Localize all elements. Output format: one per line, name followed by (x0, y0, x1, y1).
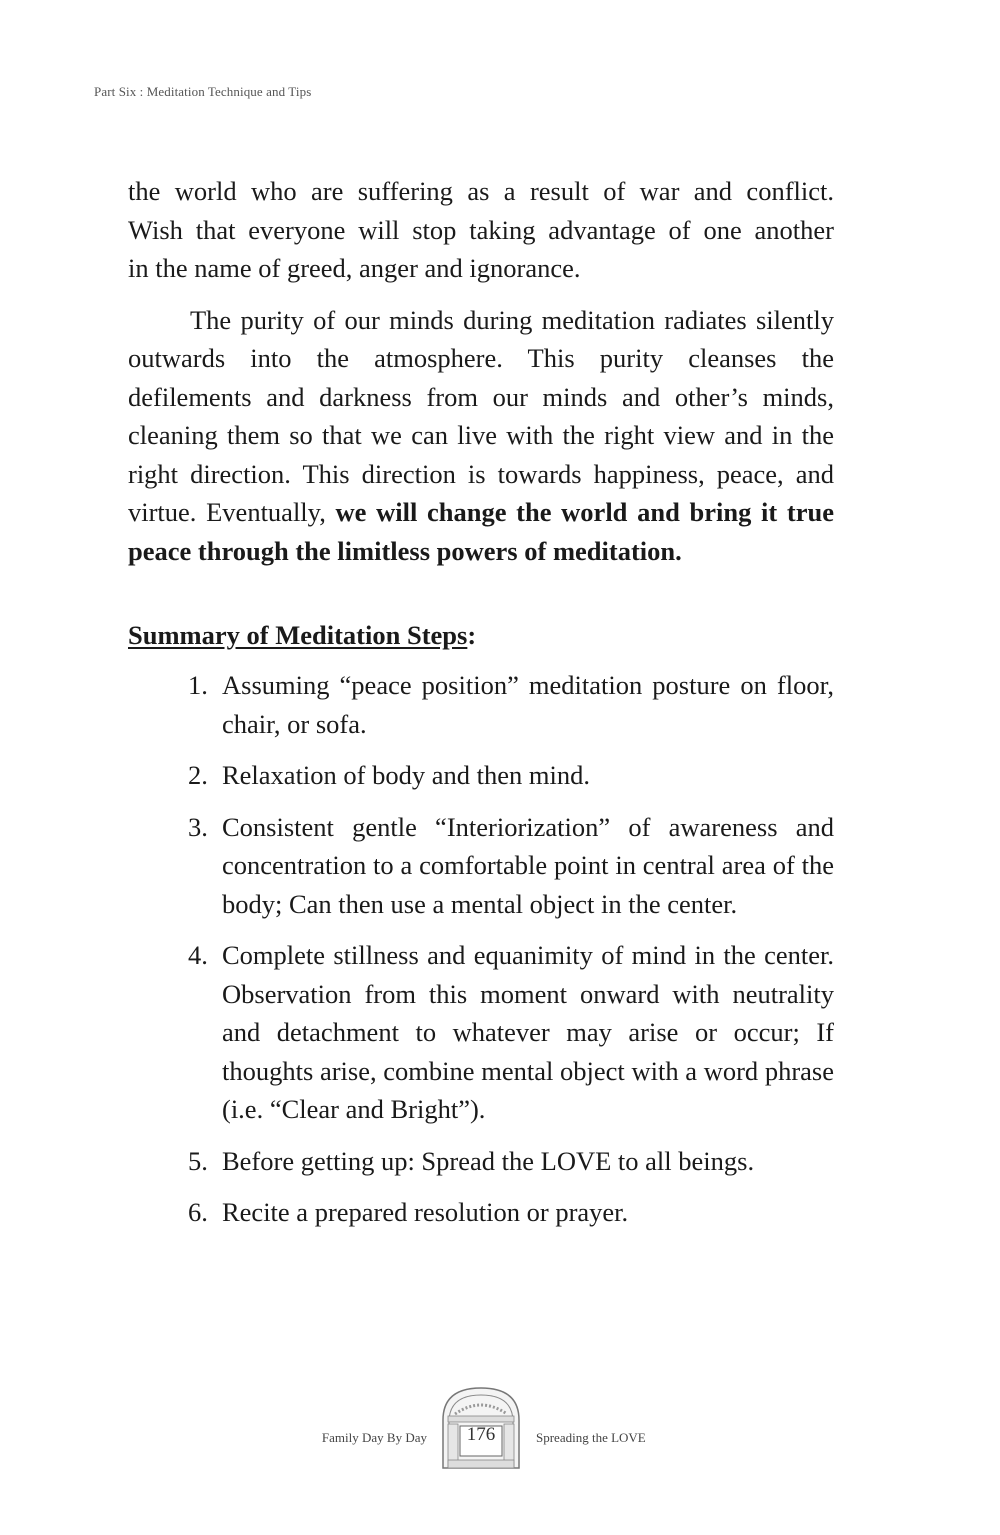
page-number: 176 (466, 1424, 496, 1445)
step-number: 6. (188, 1197, 208, 1227)
step-number: 4. (188, 940, 208, 970)
step-text: Relaxation of body and then mind. (222, 760, 590, 790)
list-item (188, 666, 834, 743)
paragraph-2 (128, 301, 834, 571)
step-number: 2. (188, 760, 208, 790)
paragraph-2-bold: we will change the world and bring it true peace through the limitless powers of meditation. (128, 497, 834, 566)
running-head: Part Six : Meditation Technique and Tips (94, 84, 312, 99)
paragraph-2-text: The purity of our minds during meditation radiates silently outwards into the atmosphere. This purity cleanses the defilements and darkness from our minds and other’s minds, cleaning them so that we can live with the right view and in the right direction. This direction is towards happiness, peace, and virtue. Eventually, (128, 304, 834, 527)
page-footer (0, 1384, 1000, 1474)
step-number: 3. (188, 811, 208, 842)
list-item (188, 756, 834, 795)
list-item (188, 936, 834, 1129)
list-item (188, 808, 834, 924)
list-item (188, 1142, 834, 1181)
paragraph-1-line: Wish that everyone will stop taking advantage of one another (128, 214, 834, 245)
paragraph-1 (128, 172, 834, 288)
step-text: Complete stillness and equanimity of mind in the center. Observation from this moment onward with neutrality and detachment to whatever may arise or occur; If thoughts arise, combine mental object with a word phrase (i.e. “Clear and Bright”). (222, 940, 834, 1124)
paragraph-1-line: the world who are suffering as a result of war and conflict. (128, 176, 834, 206)
step-text: Assuming “peace position” meditation posture on floor, chair, or sofa. (222, 670, 834, 739)
summary-heading (128, 616, 476, 654)
list-item (188, 1193, 834, 1232)
steps-list (188, 666, 834, 1245)
body-text (128, 172, 834, 570)
footer-chapter-title: Spreading the LOVE (536, 1430, 646, 1445)
paragraph-1-line: in the name of greed, anger and ignorance. (128, 253, 581, 283)
step-text: Before getting up: Spread the LOVE to all beings. (222, 1145, 755, 1176)
summary-heading-colon: : (467, 620, 477, 650)
step-number: 5. (188, 1145, 208, 1176)
summary-heading-text: Summary of Meditation Steps (128, 620, 468, 650)
step-number: 1. (188, 670, 208, 700)
step-text: Consistent gentle “Interiorization” of awareness and concentration to a comfortable point in central area of the body; Can then use a mental object in the center. (222, 811, 834, 919)
step-text: Recite a prepared resolution or prayer. (222, 1197, 629, 1227)
footer-book-title: Family Day By Day (321, 1430, 427, 1445)
